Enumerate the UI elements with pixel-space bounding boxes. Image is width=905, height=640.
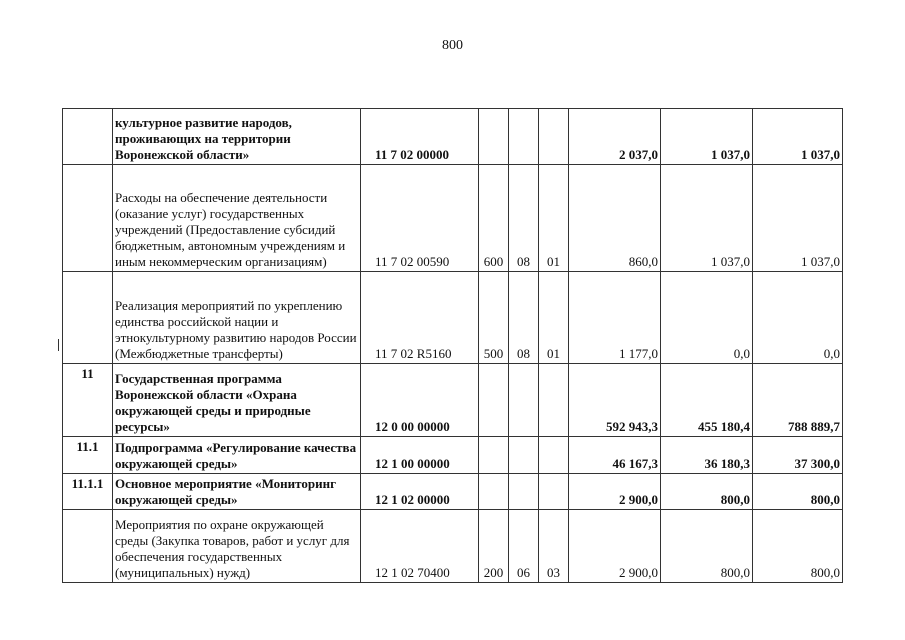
row-subsection (539, 474, 569, 510)
row-name: Государственная программа Воронежской области «Охрана окружающей среды и природные ресурсы» (113, 364, 361, 437)
row-section (509, 109, 539, 165)
row-number (63, 109, 113, 165)
row-expense-type: 600 (479, 165, 509, 272)
row-name: Мероприятия по охране окружающей среды (Закупка товаров, работ и услуг для обеспечения государственных (муниципальных) нужд) (113, 510, 361, 583)
table-row (63, 272, 843, 364)
row-amount-year3: 788 889,7 (753, 364, 843, 437)
table-row (63, 474, 843, 510)
row-number (63, 165, 113, 272)
table-row (63, 437, 843, 474)
row-number (63, 510, 113, 583)
row-section (509, 364, 539, 437)
table-row (63, 165, 843, 272)
row-amount-year3: 800,0 (753, 510, 843, 583)
row-number: 11.1 (63, 437, 113, 474)
row-target-article: 11 7 02 R5160 (361, 272, 479, 364)
row-subsection (539, 109, 569, 165)
row-amount-year2: 1 037,0 (661, 165, 753, 272)
row-expense-type (479, 364, 509, 437)
row-amount-year1: 860,0 (569, 165, 661, 272)
row-number: 11 (63, 364, 113, 437)
row-amount-year2: 455 180,4 (661, 364, 753, 437)
row-amount-year3: 37 300,0 (753, 437, 843, 474)
row-expense-type (479, 109, 509, 165)
row-amount-year1: 2 900,0 (569, 474, 661, 510)
page-number: 800 (442, 38, 463, 53)
row-target-article: 12 1 00 00000 (361, 437, 479, 474)
row-amount-year2: 1 037,0 (661, 109, 753, 165)
row-subsection: 01 (539, 272, 569, 364)
row-expense-type (479, 437, 509, 474)
row-name: культурное развитие народов, проживающих на территории Воронежской области» (113, 109, 361, 165)
row-section (509, 437, 539, 474)
row-name: Основное мероприятие «Мониторинг окружающей среды» (113, 474, 361, 510)
table-row (63, 364, 843, 437)
row-subsection: 01 (539, 165, 569, 272)
row-target-article: 12 1 02 00000 (361, 474, 479, 510)
row-subsection (539, 437, 569, 474)
row-amount-year1: 46 167,3 (569, 437, 661, 474)
row-name: Подпрограмма «Регулирование качества окружающей среды» (113, 437, 361, 474)
row-name: Реализация мероприятий по укреплению единства российской нации и этнокультурному развитию народов России (Межбюджетные трансферты) (113, 272, 361, 364)
row-number: 11.1.1 (63, 474, 113, 510)
budget-table (62, 108, 843, 583)
row-amount-year3: 1 037,0 (753, 165, 843, 272)
row-amount-year2: 800,0 (661, 510, 753, 583)
left-margin-mark (58, 339, 59, 351)
table-row (63, 510, 843, 583)
row-amount-year1: 592 943,3 (569, 364, 661, 437)
row-target-article: 12 1 02 70400 (361, 510, 479, 583)
row-name: Расходы на обеспечение деятельности (оказание услуг) государственных учреждений (Предоставление субсидий бюджетным, автономным учреждениям и иным некоммерческим организациям) (113, 165, 361, 272)
row-amount-year3: 1 037,0 (753, 109, 843, 165)
row-amount-year2: 0,0 (661, 272, 753, 364)
row-expense-type: 500 (479, 272, 509, 364)
row-target-article: 11 7 02 00000 (361, 109, 479, 165)
row-section: 08 (509, 165, 539, 272)
row-subsection: 03 (539, 510, 569, 583)
row-number (63, 272, 113, 364)
row-target-article: 12 0 00 00000 (361, 364, 479, 437)
row-section (509, 474, 539, 510)
row-amount-year2: 36 180,3 (661, 437, 753, 474)
row-section: 06 (509, 510, 539, 583)
row-expense-type (479, 474, 509, 510)
row-amount-year1: 2 900,0 (569, 510, 661, 583)
row-amount-year1: 1 177,0 (569, 272, 661, 364)
row-expense-type: 200 (479, 510, 509, 583)
row-section: 08 (509, 272, 539, 364)
row-amount-year3: 800,0 (753, 474, 843, 510)
table-row (63, 109, 843, 165)
row-amount-year2: 800,0 (661, 474, 753, 510)
row-subsection (539, 364, 569, 437)
row-amount-year1: 2 037,0 (569, 109, 661, 165)
row-target-article: 11 7 02 00590 (361, 165, 479, 272)
row-amount-year3: 0,0 (753, 272, 843, 364)
